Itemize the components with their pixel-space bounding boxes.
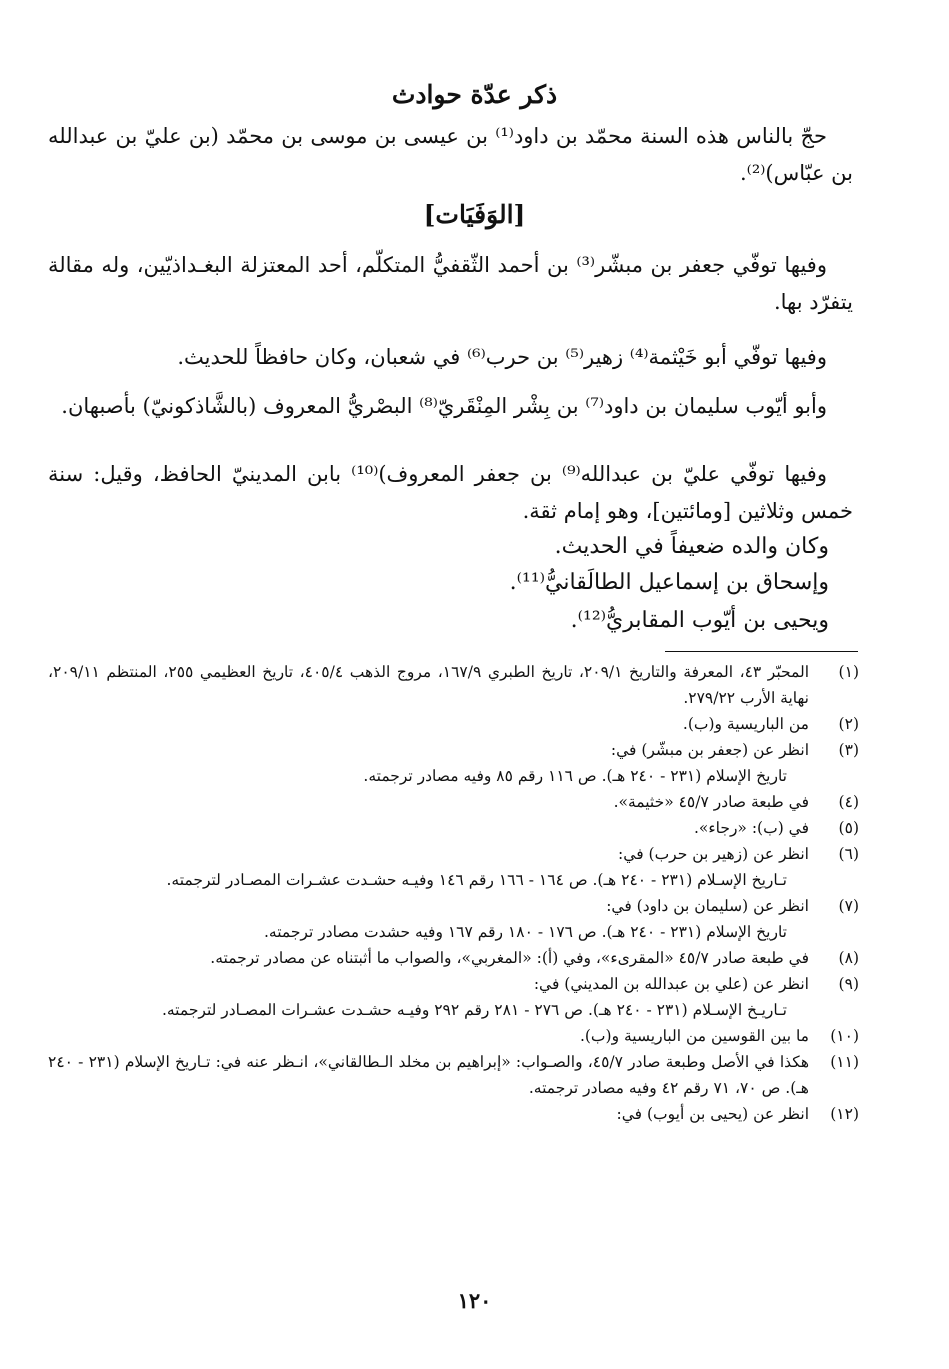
footnote-item: [48, 971, 863, 997]
section-heading-deaths: [الوَفَيَات]: [423, 200, 526, 229]
footnotes: [48, 659, 863, 1127]
footnote-item: [48, 815, 863, 841]
footnote-text: في طبعة صادر ٤٥/٧ «المقرىء»، وفي (أ): «المغربي»، والصواب ما أثبتناه عن مصادر ترجمته.: [210, 949, 809, 967]
footnote-text: في (ب): «رجاء».: [693, 819, 809, 837]
paragraph-khaythama: وفيها توفّي أبو خَيْثمة⁽⁴⁾ زهير⁽⁵⁾ بن حرب⁽⁶⁾ في شعبان، وكان حافظاً للحديث.: [177, 345, 827, 369]
line-yahya: ويحيى بن أيّوب المقابريُّ⁽¹²⁾.: [570, 608, 829, 633]
footnote-separator: [665, 651, 858, 652]
paragraph-madini: وفيها توفّي عليّ بن عبدالله⁽⁹⁾ بن جعفر المعروف)⁽¹⁰⁾ بابن المدينيّ الحافظ، وقيل: سنة خمس وثلاثين [ومائتين]، وهو إمام ثقة.: [48, 462, 853, 523]
footnote-item: [48, 945, 863, 971]
footnote-text: المحبّر ٤٣، المعرفة والتاريخ ٢٠٩/١، تاريخ الطبري ١٦٧/٩، مروج الذهب ٤٠٥/٤، تاريخ العظيمي ٢٥٥، المنتظم ٢٠٩/١١، نهاية الأرب ٢٧٩/٢٢.: [48, 663, 810, 707]
footnote-text: انظر عن (جعفر بن مبشّر) في:: [610, 741, 809, 759]
footnote-text: من الباريسية و(ب).: [682, 715, 809, 733]
section-heading-events: ذكر عدّة حوادث: [391, 80, 558, 109]
footnote-number: (٣): [838, 741, 859, 759]
footnote-number: (٨): [838, 949, 859, 967]
footnote-number: (٥): [838, 819, 859, 837]
footnote-number: (٧): [838, 897, 859, 915]
footnote-item: [48, 711, 863, 737]
body-paragraph-block: [48, 247, 853, 321]
footnote-text: هكذا في الأصل وطبعة صادر ٤٥/٧، والصـواب: «إبراهيم بن مخلد الـطالقاني»، انـظر عنه في: تـاريخ الإسلام (٢٣١ - ٢٤٠ هـ). ص ٧٠، ٧١ رقم ٤٢ وفيه مصادر ترجمته.: [48, 1053, 810, 1097]
footnote-item: [48, 1101, 863, 1127]
footnote-continuation: تاريخ الإسلام (٢٣١ - ٢٤٠ هـ). ص ١٧٦ - ١٨٠ رقم ١٦٧ وفيه حشدت مصادر ترجمته.: [263, 923, 787, 941]
footnote-item: [48, 659, 863, 711]
footnote-text: ما بين القوسين من الباريسية و(ب).: [579, 1027, 809, 1045]
footnote-continuation: تاريخ الإسلام (٢٣١ - ٢٤٠ هـ). ص ١١٦ رقم ٨٥ وفيه مصادر ترجمته.: [363, 767, 787, 785]
footnote-text: انظر عن (علي بن عبدالله بن المديني) في:: [533, 975, 809, 993]
footnote-continuation: تـاريـخ الإسـلام (٢٣١ - ٢٤٠ هـ). ص ٢٧٦ - ٢٨١ رقم ٢٩٢ وفيـه حشـدت عشـرات المصـادر لترجمته.: [161, 1001, 787, 1019]
footnote-text: انظر عن (زهير بن حرب) في:: [618, 845, 809, 863]
body-paragraph-block: [48, 118, 853, 192]
footnote-item: [48, 841, 863, 867]
footnote-number: (١٠): [830, 1027, 859, 1045]
footnote-item: [48, 893, 863, 919]
footnote-number: (١٢): [830, 1105, 859, 1123]
line-father: وكان والده ضعيفاً في الحديث.: [554, 534, 829, 559]
footnote-number: (٢): [838, 715, 859, 733]
footnote-text: في طبعة صادر ٤٥/٧ «خثيمة».: [613, 793, 809, 811]
line-ishaq: وإسحاق بن إسماعيل الطالَقانيُّ⁽¹¹⁾.: [509, 570, 829, 595]
footnote-text: انظر عن (يحيى بن أيوب) في:: [616, 1105, 809, 1123]
footnote-number: (٤): [838, 793, 859, 811]
body-paragraph-block: [48, 388, 853, 425]
paragraph-ayyub: وأبو أيّوب سليمان بن داود⁽⁷⁾ بن بِشْر المِنْقَريّ⁽⁸⁾ البصْريُّ المعروف (بالشَّاذكونيّ) بأصبهان.: [61, 394, 827, 418]
footnote-continuation: تـاريخ الإسـلام (٢٣١ - ٢٤٠ هـ). ص ١٦٤ - ١٦٦ رقم ١٤٦ وفيـه حشـدت عشـرات المصـادر لترجمته.: [166, 871, 787, 889]
footnote-item: [48, 737, 863, 763]
footnote-number: (٩): [838, 975, 859, 993]
body-paragraph-block: [48, 456, 853, 530]
paragraph-jafar: وفيها توفّي جعفر بن مبشّر⁽³⁾ بن أحمد الثّقفيُّ المتكلّم، أحد المعتزلة البغـداذيّين، وله مقالة يتفرّد بها.: [48, 253, 853, 314]
body-paragraph-block: [48, 339, 853, 376]
footnote-number: (١١): [830, 1053, 859, 1071]
footnote-number: (١): [838, 663, 859, 681]
footnote-number: (٦): [838, 845, 859, 863]
footnote-item: [48, 789, 863, 815]
footnote-item: [48, 1023, 863, 1049]
paragraph-hajj: حجّ بالناس هذه السنة محمّد بن داود⁽¹⁾ بن عيسى بن موسى بن محمّد (بن عليّ بن عبدالله بن عبّاس)⁽²⁾.: [48, 124, 853, 185]
page-number: ١٢٠: [457, 1288, 492, 1313]
footnote-item: [48, 1049, 863, 1101]
footnote-text: انظر عن (سليمان بن داود) في:: [606, 897, 809, 915]
